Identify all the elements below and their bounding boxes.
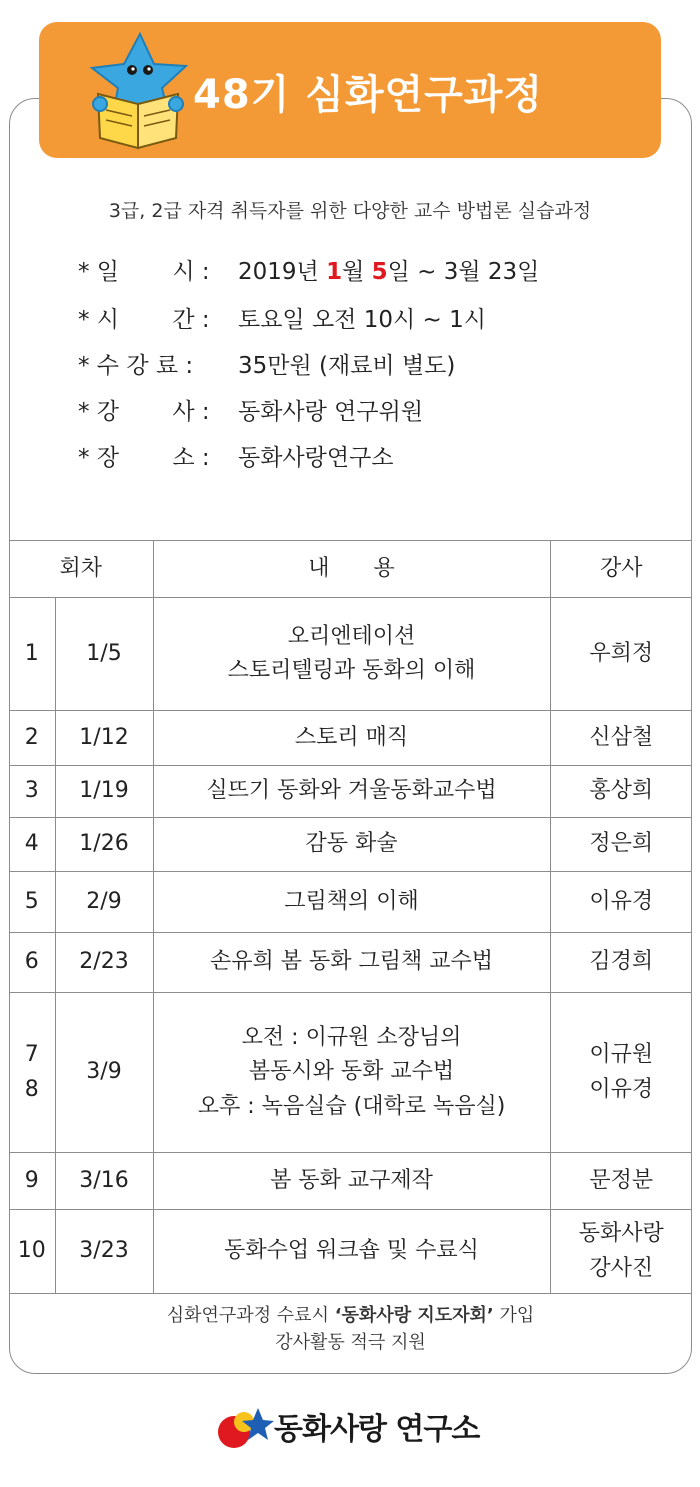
cell-lecturer bbox=[550, 933, 692, 993]
cell-date bbox=[55, 1210, 153, 1294]
cell-content bbox=[153, 993, 550, 1153]
cell-date-line: 3/9 bbox=[86, 1059, 122, 1085]
info-lecturer-label: * 강 사 : bbox=[78, 399, 210, 425]
cell-date-line: 3/23 bbox=[79, 1238, 129, 1264]
cell-content-line: 오리엔테이션 bbox=[287, 623, 416, 649]
table-row bbox=[9, 993, 692, 1153]
cell-content bbox=[153, 818, 550, 872]
info-time-value: 토요일 오전 10시 ~ 1시 bbox=[238, 307, 486, 333]
info-date-label: * 일 시 : bbox=[78, 259, 210, 285]
cell-date-line: 1/19 bbox=[79, 778, 129, 804]
cell-content bbox=[153, 1153, 550, 1210]
cell-content bbox=[153, 766, 550, 818]
cell-content-line: 손유희 봄 동화 그림책 교수법 bbox=[210, 949, 493, 975]
table-row bbox=[9, 1153, 692, 1210]
cell-session-number-line: 7 bbox=[24, 1042, 39, 1068]
cell-date-line: 1/5 bbox=[86, 640, 122, 666]
cell-lecturer-line: 홍상희 bbox=[589, 778, 654, 804]
cell-session-number bbox=[9, 766, 55, 818]
cell-date-line: 2/23 bbox=[79, 949, 129, 975]
cell-session-number bbox=[9, 933, 55, 993]
cell-content bbox=[153, 1210, 550, 1294]
header-lecturer: 강사 bbox=[550, 541, 692, 598]
cell-session-number bbox=[9, 872, 55, 933]
table-row bbox=[9, 818, 692, 872]
table-row bbox=[9, 711, 692, 766]
cell-session-number-line: 4 bbox=[24, 831, 39, 857]
footer-note bbox=[9, 1302, 692, 1356]
star-reading-book-icon bbox=[78, 30, 198, 150]
cell-lecturer-line: 우희정 bbox=[589, 640, 654, 666]
cell-date bbox=[55, 993, 153, 1153]
cell-lecturer bbox=[550, 872, 692, 933]
info-time-row bbox=[78, 301, 486, 334]
cell-lecturer-line: 정은희 bbox=[589, 831, 654, 857]
cell-session-number-line: 9 bbox=[24, 1167, 39, 1193]
footer-line-2: 강사활동 적극 지원 bbox=[275, 1332, 426, 1353]
info-lecturer-row bbox=[78, 393, 423, 426]
cell-lecturer bbox=[550, 711, 692, 766]
cell-session-number-line: 1 bbox=[24, 640, 39, 666]
page-title: 48기 심화연구과정 bbox=[193, 72, 544, 118]
cell-content-line: 오후 : 녹음실습 (대학로 녹음실) bbox=[197, 1093, 506, 1119]
start-day: 5 bbox=[371, 259, 388, 285]
cell-content bbox=[153, 933, 550, 993]
cell-session-number-line: 6 bbox=[24, 949, 39, 975]
cell-content-line: 스토리텔링과 동화의 이해 bbox=[227, 658, 476, 683]
cell-content-line: 그림책의 이해 bbox=[284, 888, 419, 914]
cell-session-number bbox=[9, 598, 55, 711]
header-session: 회차 bbox=[9, 541, 153, 598]
cell-content bbox=[153, 598, 550, 711]
cell-lecturer bbox=[550, 1153, 692, 1210]
header-content: 내 용 bbox=[153, 541, 550, 598]
info-date-value: 2019년 1월 5일 ~ 3월 23일 bbox=[238, 259, 540, 285]
cell-session-number-line: 5 bbox=[24, 888, 39, 914]
cell-lecturer bbox=[550, 598, 692, 711]
cell-content-line: 실뜨기 동화와 겨울동화교수법 bbox=[206, 778, 497, 804]
cell-session-number bbox=[9, 1210, 55, 1294]
association-name: ‘동화사랑 지도자회’ bbox=[334, 1305, 494, 1326]
cell-date-line: 1/12 bbox=[79, 724, 129, 750]
cell-content-line: 오전 : 이규원 소장님의 bbox=[241, 1025, 462, 1051]
cell-lecturer-line: 이유경 bbox=[589, 888, 654, 914]
cell-lecturer bbox=[550, 993, 692, 1153]
info-date-row bbox=[78, 253, 539, 286]
cell-lecturer-line: 강사진 bbox=[589, 1255, 654, 1281]
info-place-label: * 장 소 : bbox=[78, 445, 210, 471]
info-place-row bbox=[78, 439, 394, 472]
table-row bbox=[9, 872, 692, 933]
cell-lecturer-line: 이규원 bbox=[589, 1042, 654, 1068]
cell-lecturer-line: 이유경 bbox=[589, 1076, 654, 1102]
info-fee-value: 35만원 (재료비 별도) bbox=[238, 353, 456, 379]
cell-session-number-line: 3 bbox=[24, 778, 39, 804]
info-fee-label: * 수 강 료 : bbox=[78, 353, 194, 379]
cell-content-line: 감동 화술 bbox=[305, 831, 398, 857]
cell-session-number-line: 2 bbox=[24, 724, 39, 750]
cell-content bbox=[153, 872, 550, 933]
cell-date bbox=[55, 766, 153, 818]
cell-session-number-line: 8 bbox=[24, 1076, 39, 1102]
cell-date-line: 1/26 bbox=[79, 831, 129, 857]
cell-content-line: 봄 동화 교구제작 bbox=[270, 1167, 433, 1193]
cell-session-number bbox=[9, 993, 55, 1153]
table-row bbox=[9, 598, 692, 711]
cell-content bbox=[153, 711, 550, 766]
info-time-label: * 시 간 : bbox=[78, 307, 210, 333]
start-month: 1 bbox=[326, 259, 343, 285]
cell-lecturer-line: 신삼철 bbox=[589, 724, 654, 750]
logo-text: 동화사랑 연구소 bbox=[274, 1412, 480, 1447]
table-row bbox=[9, 1210, 692, 1294]
cell-lecturer bbox=[550, 766, 692, 818]
table-header-row bbox=[9, 541, 692, 598]
cell-lecturer bbox=[550, 1210, 692, 1294]
cell-date bbox=[55, 933, 153, 993]
info-fee-row bbox=[78, 347, 455, 380]
course-subtitle: 3급, 2급 자격 취득자를 위한 다양한 교수 방법론 실습과정 bbox=[108, 200, 592, 222]
cell-lecturer bbox=[550, 818, 692, 872]
cell-lecturer-line: 문정분 bbox=[589, 1167, 654, 1193]
info-place-value: 동화사랑연구소 bbox=[238, 445, 394, 471]
cell-date-line: 3/16 bbox=[79, 1167, 129, 1193]
cell-date bbox=[55, 1153, 153, 1210]
cell-content-line: 스토리 매직 bbox=[294, 724, 409, 750]
info-lecturer-value: 동화사랑 연구위원 bbox=[238, 399, 424, 425]
cell-date bbox=[55, 872, 153, 933]
cell-date bbox=[55, 598, 153, 711]
schedule-table bbox=[9, 540, 692, 1294]
table-row bbox=[9, 766, 692, 818]
cell-session-number bbox=[9, 1153, 55, 1210]
cell-date-line: 2/9 bbox=[86, 888, 122, 914]
cell-content-line: 동화수업 워크숍 및 수료식 bbox=[224, 1238, 479, 1264]
cell-lecturer-line: 동화사랑 bbox=[578, 1221, 664, 1247]
cell-session-number bbox=[9, 711, 55, 766]
cell-session-number-line: 10 bbox=[17, 1238, 46, 1264]
cell-date bbox=[55, 711, 153, 766]
cell-session-number bbox=[9, 818, 55, 872]
cell-date bbox=[55, 818, 153, 872]
cell-content-line: 봄동시와 동화 교수법 bbox=[248, 1059, 455, 1085]
logo-mark-icon bbox=[214, 1398, 274, 1454]
footer-line-1: 심화연구과정 수료시 ‘동화사랑 지도자회’ 가입 bbox=[166, 1305, 535, 1326]
cell-lecturer-line: 김경희 bbox=[589, 949, 654, 975]
table-row bbox=[9, 933, 692, 993]
institute-logo bbox=[214, 1398, 494, 1454]
